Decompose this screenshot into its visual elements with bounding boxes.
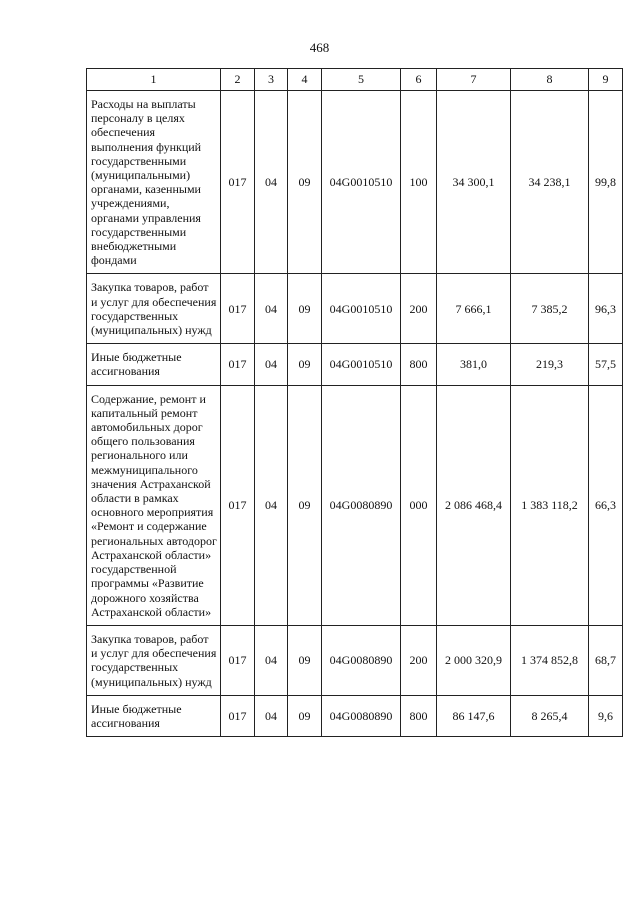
cell-section: 04 xyxy=(255,344,288,385)
header-cell-1: 1 xyxy=(87,69,221,91)
header-cell-2: 2 xyxy=(221,69,255,91)
cell-ministry: 017 xyxy=(221,274,255,344)
cell-ministry: 017 xyxy=(221,91,255,274)
header-cell-4: 4 xyxy=(288,69,322,91)
cell-planned: 7 666,1 xyxy=(437,274,511,344)
cell-section: 04 xyxy=(255,625,288,695)
table-row xyxy=(87,274,623,344)
row-description: Содержание, ремонт и капитальный ремонт автомобильных дорог общего пользования регионального или межмуниципального значения Астраханской области в рамках основного мероприятия «Ремонт и содержание региональных автодорог Астраханской области» государственной программы «Развитие дорожного хозяйства Астраханской области» xyxy=(87,385,221,625)
row-description: Закупка товаров, работ и услуг для обеспечения государственных (муниципальных) нужд xyxy=(87,274,221,344)
cell-expense-type: 800 xyxy=(401,695,437,736)
row-description: Закупка товаров, работ и услуг для обеспечения государственных (муниципальных) нужд xyxy=(87,625,221,695)
cell-expense-type: 800 xyxy=(401,344,437,385)
header-cell-7: 7 xyxy=(437,69,511,91)
header-cell-6: 6 xyxy=(401,69,437,91)
cell-target-article: 04G0010510 xyxy=(322,344,401,385)
cell-executed: 7 385,2 xyxy=(511,274,589,344)
cell-planned: 34 300,1 xyxy=(437,91,511,274)
cell-percent: 96,3 xyxy=(589,274,623,344)
cell-section: 04 xyxy=(255,695,288,736)
cell-executed: 1 383 118,2 xyxy=(511,385,589,625)
page-number: 468 xyxy=(309,40,330,55)
cell-expense-type: 100 xyxy=(401,91,437,274)
cell-subsection: 09 xyxy=(288,695,322,736)
cell-executed: 34 238,1 xyxy=(511,91,589,274)
cell-subsection: 09 xyxy=(288,625,322,695)
cell-target-article: 04G0080890 xyxy=(322,385,401,625)
header-row xyxy=(87,69,623,91)
cell-expense-type: 200 xyxy=(401,625,437,695)
cell-expense-type: 200 xyxy=(401,274,437,344)
cell-subsection: 09 xyxy=(288,385,322,625)
budget-table xyxy=(86,68,623,737)
row-description: Иные бюджетные ассигнования xyxy=(87,695,221,736)
cell-executed: 219,3 xyxy=(511,344,589,385)
cell-target-article: 04G0010510 xyxy=(322,91,401,274)
cell-ministry: 017 xyxy=(221,385,255,625)
table-row xyxy=(87,695,623,736)
cell-percent: 68,7 xyxy=(589,625,623,695)
cell-ministry: 017 xyxy=(221,344,255,385)
header-cell-8: 8 xyxy=(511,69,589,91)
cell-expense-type: 000 xyxy=(401,385,437,625)
table-row xyxy=(87,385,623,625)
cell-subsection: 09 xyxy=(288,91,322,274)
cell-ministry: 017 xyxy=(221,695,255,736)
table-row xyxy=(87,91,623,274)
cell-planned: 381,0 xyxy=(437,344,511,385)
cell-subsection: 09 xyxy=(288,274,322,344)
cell-percent: 99,8 xyxy=(589,91,623,274)
cell-executed: 8 265,4 xyxy=(511,695,589,736)
row-description: Расходы на выплаты персоналу в целях обеспечения выполнения функций государственными (муниципальными) органами, казенными учреждениями, органами управления государственными внебюджетными фондами xyxy=(87,91,221,274)
table-row xyxy=(87,344,623,385)
cell-section: 04 xyxy=(255,385,288,625)
cell-executed: 1 374 852,8 xyxy=(511,625,589,695)
header-cell-3: 3 xyxy=(255,69,288,91)
cell-planned: 2 086 468,4 xyxy=(437,385,511,625)
cell-ministry: 017 xyxy=(221,625,255,695)
cell-section: 04 xyxy=(255,91,288,274)
cell-planned: 2 000 320,9 xyxy=(437,625,511,695)
cell-percent: 66,3 xyxy=(589,385,623,625)
cell-planned: 86 147,6 xyxy=(437,695,511,736)
header-cell-5: 5 xyxy=(322,69,401,91)
cell-section: 04 xyxy=(255,274,288,344)
cell-percent: 9,6 xyxy=(589,695,623,736)
table-row xyxy=(87,625,623,695)
cell-subsection: 09 xyxy=(288,344,322,385)
cell-target-article: 04G0010510 xyxy=(322,274,401,344)
header-cell-9: 9 xyxy=(589,69,623,91)
cell-percent: 57,5 xyxy=(589,344,623,385)
row-description: Иные бюджетные ассигнования xyxy=(87,344,221,385)
cell-target-article: 04G0080890 xyxy=(322,695,401,736)
cell-target-article: 04G0080890 xyxy=(322,625,401,695)
